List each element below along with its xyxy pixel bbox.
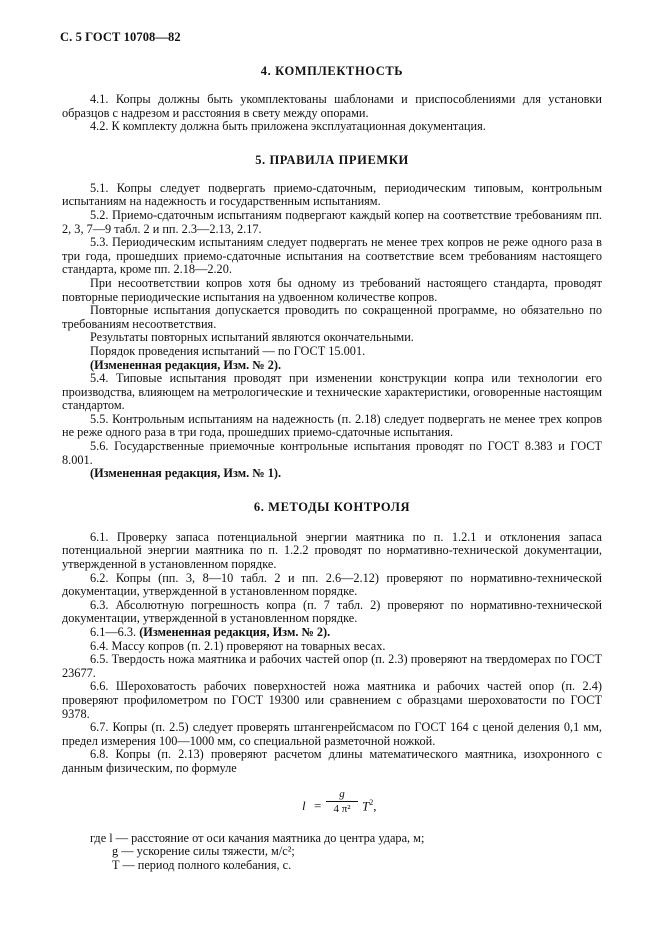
- formula-rhs: $T^2$,: [362, 797, 377, 813]
- change-note: (Измененная редакция, Изм. № 1).: [90, 466, 282, 481]
- paragraph: 5.1. Копры следует подвергать приемо-сдаточным, периодическим типовым, контрольным испытаниям на надежность и государственным испытаниям.: [62, 180, 602, 209]
- document-page: [62, 30, 602, 872]
- paragraph: 4.1. Копры должны быть укомплектованы шаблонами и приспособлениями для установки образцов с надрезом и расстояния в свету между опорами.: [62, 92, 602, 120]
- paragraph: 6.2. Копры (пп. 3, 8—10 табл. 2 и пп. 2.6—2.12) проверяют по нормативно-технической документации, утвержденной в установленном порядке.: [62, 570, 602, 599]
- pendulum-formula: [62, 784, 602, 828]
- formula-legend-line: g — ускорение силы тяжести, м/с²;: [112, 844, 295, 859]
- paragraph: 5.6. Государственные приемочные контрольные испытания проводят по ГОСТ 8.383 и ГОСТ 8.001.: [62, 439, 602, 467]
- paragraph: 6.3. Абсолютную погрешность копра (п. 7 табл. 2) проверяют по нормативно-технической документации, утвержденной в установленном порядке.: [62, 597, 602, 626]
- formula-numerator: g: [326, 788, 358, 802]
- section-6-title: 6. МЕТОДЫ КОНТРОЛЯ: [253, 499, 411, 514]
- page-header: С. 5 ГОСТ 10708—82: [60, 30, 181, 44]
- paragraph: 4.2. К комплекту должна быть приложена эксплуатационная документация.: [90, 119, 486, 134]
- formula-equals: =: [314, 797, 322, 813]
- paragraph: При несоответствии копров хотя бы одному из требований настоящего стандарта, проводят повторные периодические испытания на удвоенном количестве копров.: [62, 275, 602, 304]
- paragraph: 5.3. Периодическим испытаниям следует подвергать не менее трех копров не реже одного раза в три года, прошедших приемо-сдаточные испытания на соответствие всем требованиям настоящего стандарта, кроме пп. 2.18—2.20.: [62, 235, 602, 277]
- paragraph: 5.2. Приемо-сдаточным испытаниям подвергают каждый копер на соответствие требованиям пп. 2, 3, 7—9 табл. 2 и пп. 2.3—2.13, 2.17.: [62, 207, 602, 236]
- formula-legend-line: T — период полного колебания, с.: [112, 857, 292, 872]
- paragraph: 5.5. Контрольным испытаниям на надежность (п. 2.18) следует подвергать не менее трех копров не реже одного раза в три года, прошедших приемо-сдаточные испытания.: [62, 411, 602, 440]
- paragraph: Результаты повторных испытаний являются окончательными.: [90, 330, 414, 345]
- change-note: (Измененная редакция, Изм. № 2).: [90, 357, 282, 372]
- paragraph: Порядок проведения испытаний — по ГОСТ 15.001.: [90, 343, 366, 358]
- section-4-title: 4. КОМПЛЕКТНОСТЬ: [260, 64, 404, 78]
- paragraph: 6.8. Копры (п. 2.13) проверяют расчетом длины математического маятника, изохронного с данным физическим, по формуле: [62, 747, 602, 775]
- formula-lhs: l: [302, 797, 306, 813]
- change-note-line: [62, 626, 602, 640]
- paragraph: 6.4. Массу копров (п. 2.1) проверяют на товарных весах.: [90, 638, 386, 653]
- paragraph: 6.1. Проверку запаса потенциальной энергии маятника по п. 1.2.1 и отклонения запаса потенциальной энергии маятника по п. 1.2.2 проводят по нормативно-технической документации, утвержденной в установленном порядке.: [62, 529, 602, 572]
- paragraph: 5.4. Типовые испытания проводят при изменении конструкции копра или технологии его производства, влияющем на метрологические и технические характеристики, оговоренные настоящим стандартом.: [62, 371, 602, 413]
- section-5-title: 5. ПРАВИЛА ПРИЕМКИ: [255, 152, 409, 167]
- formula-fraction: [326, 788, 358, 815]
- paragraph: 6.7. Копры (п. 2.5) следует проверять штангенрейсмасом по ГОСТ 164 с ценой деления 0,1 мм, предел измерения 100—1000 мм, со специальной разметочной ножкой.: [62, 720, 602, 748]
- paragraph: Повторные испытания допускается проводить по сокращенной программе, но обязательно по требованиям несоответствия.: [62, 303, 602, 331]
- change-prefix: 6.1—6.3.: [90, 625, 137, 639]
- paragraph: 6.6. Шероховатость рабочих поверхностей ножа маятника и рабочих частей опор (п. 2.4) проверяют профилометром по ГОСТ 19300 или сравнением с образцами шероховатости по ГОСТ 9378.: [62, 679, 602, 721]
- formula-legend-line: где l — расстояние от оси качания маятника до центра удара, м;: [90, 830, 425, 845]
- formula-denominator: 4 π²: [333, 802, 351, 815]
- change-note: (Измененная редакция, Изм. № 2).: [139, 625, 331, 639]
- paragraph: 6.5. Твердость ножа маятника и рабочих частей опор (п. 2.3) проверяют на твердомерах по ГОСТ 23677.: [62, 652, 602, 680]
